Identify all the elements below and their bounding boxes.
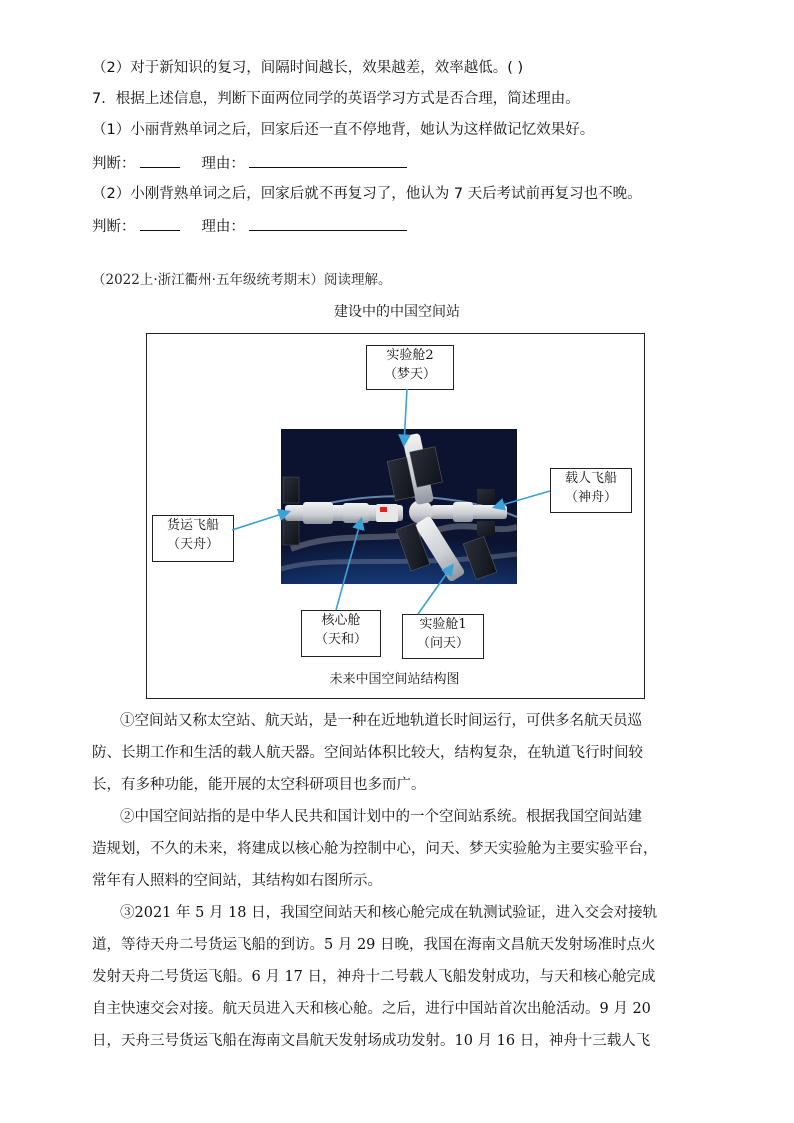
arrow-core-module [336, 520, 361, 610]
paragraph-line: 道，等待天舟二号货运飞船的到访。5 月 29 日晚，我国在海南文昌航天发射场准时点火 [92, 937, 656, 953]
paragraph-line: ③2021 年 5 月 18 日，我国空间站天和核心舱完成在轨测试验证，进入交会对接轨 [120, 905, 658, 921]
paragraph-2 [92, 801, 712, 897]
article-title: 建设中的中国空间站 [334, 304, 460, 320]
figure-caption: 未来中国空间站结构图 [329, 672, 460, 687]
label-name: 核心舱 [321, 613, 361, 628]
label-sub: （问天） [416, 636, 469, 651]
label-sub: （梦天） [383, 367, 436, 382]
source-note: （2022上·浙江衢州·五年级统考期末）阅读理解。 [92, 272, 392, 288]
label-name: 实验舱2 [386, 348, 434, 363]
arrow-lab-module-1 [418, 566, 452, 614]
arrow-lab-module-2 [404, 389, 407, 444]
reason-label: 理由： [201, 156, 245, 172]
paragraph-1 [92, 705, 712, 801]
judge-label: 判断： [92, 219, 136, 235]
paragraph-line: 常年有人照料的空间站，其结构如右图所示。 [92, 873, 382, 889]
paragraph-line: 造规划，不久的未来，将建成以核心舱为控制中心，问天、梦天实验舱为主要实验平台， [92, 841, 658, 857]
judge-label: 判断： [92, 156, 136, 172]
question-7-2: （2）小刚背熟单词之后，回家后就不再复习了，他认为 7 天后考试前再复习也不晚。 [92, 186, 642, 202]
question-6-2: （2）对于新知识的复习，间隔时间越长，效果越差，效率越低。( ) [92, 60, 524, 76]
paragraph-line: 发射天舟二号货运飞船。6 月 17 日，神舟十二号载人飞船发射成功，与天和核心舱完成 [92, 969, 656, 985]
reason-label: 理由： [201, 219, 245, 235]
paragraph-line: 自主快速交会对接。航天员进入天和核心舱。之后，进行中国站首次出舱活动。9 月 20 [92, 1001, 651, 1017]
arrow-crew-ship [495, 491, 550, 507]
paragraph-line: ①空间站又称太空站、航天站，是一种在近地轨道长时间运行，可供多名航天员巡 [120, 713, 642, 729]
paragraph-line: 日，天舟三号货运飞船在海南文昌航天发射场成功发射。10 月 16 日，神舟十三载人飞 [92, 1033, 651, 1049]
paragraph-line: 长，有多种功能，能开展的太空科研项目也多而广。 [92, 777, 426, 793]
label-name: 实验舱1 [419, 617, 467, 632]
paragraph-3 [92, 897, 712, 1057]
question-7: 7．根据上述信息，判断下面两位同学的英语学习方式是否合理，简述理由。 [92, 91, 580, 107]
label-name: 载人飞船 [564, 471, 617, 486]
label-sub: （天舟） [166, 537, 219, 552]
arrow-cargo-ship [232, 512, 288, 530]
label-sub: （神舟） [564, 490, 617, 505]
label-sub: （天和） [314, 632, 367, 647]
question-7-1: （1）小丽背熟单词之后，回家后还一直不停地背，她认为这样做记忆效果好。 [92, 122, 595, 138]
label-name: 货运飞船 [166, 518, 219, 533]
paragraph-line: ②中国空间站指的是中华人民共和国计划中的一个空间站系统。根据我国空间站建 [120, 809, 642, 825]
paragraph-line: 防、长期工作和生活的载人航天器。空间站体积比较大，结构复杂，在轨道飞行时间较 [92, 745, 643, 761]
